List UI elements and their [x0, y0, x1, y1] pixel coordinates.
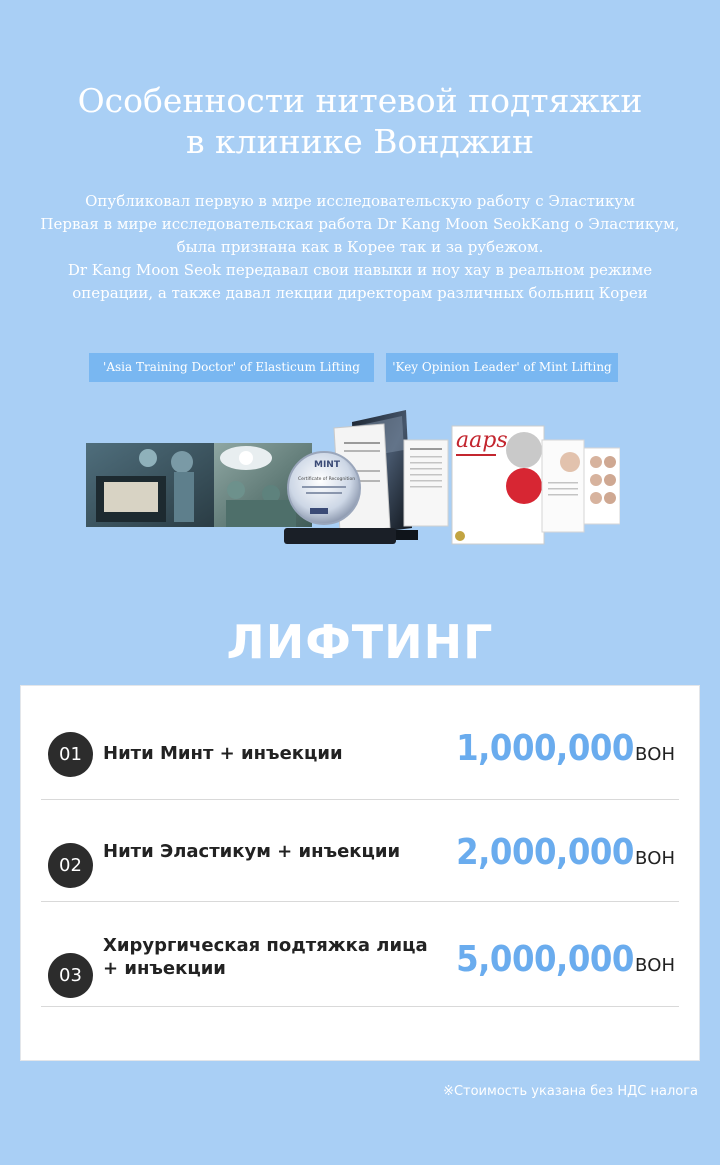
page-title: [0, 80, 720, 162]
award-brand: MINT: [314, 460, 340, 470]
price-amount: 2,000,000: [456, 832, 634, 873]
item-price: [456, 728, 675, 769]
item-name: Нити Эластикум + инъекции: [103, 841, 401, 862]
price-amount: 5,000,000: [456, 939, 634, 980]
surgery-photo-1: [86, 443, 216, 527]
description-line: Опубликовал первую в мире исследовательскую работу с Эластикум: [85, 192, 635, 210]
research-paper-3: [584, 448, 620, 524]
price-currency: ВОН: [634, 955, 675, 976]
tag-asia-training-doctor: 'Asia Training Doctor' of Elasticum Lifting: [89, 353, 374, 382]
price-item: [41, 800, 679, 902]
title-line-2: в клинике Вонджин: [185, 122, 535, 161]
title-line-1: Особенности нитевой подтяжки: [77, 81, 643, 120]
journal-name: aaps: [456, 428, 508, 453]
tag-key-opinion-leader: 'Key Opinion Leader' of Mint Lifting: [386, 353, 618, 382]
price-item: [41, 902, 679, 1007]
item-name: Хирургическая подтяжка лица + инъекции: [103, 935, 428, 979]
item-number: 02: [48, 843, 93, 888]
award-text: Certificate of Recognition: [298, 477, 356, 482]
description: [20, 190, 700, 305]
credentials-collage: [86, 410, 620, 550]
price-currency: ВОН: [634, 848, 675, 869]
item-price: [456, 832, 675, 873]
aaps-journal: [452, 426, 544, 544]
research-paper-2: [542, 440, 584, 532]
price-item: [41, 686, 679, 800]
item-number: 03: [48, 953, 93, 998]
section-title: ЛИФТИНГ: [226, 615, 494, 669]
price-currency: ВОН: [634, 744, 675, 765]
item-number: 01: [48, 732, 93, 777]
item-name: Нити Минт + инъекции: [103, 743, 343, 764]
research-paper-1: [404, 440, 448, 526]
description-line: была признана как в Корее так и за рубежом.: [176, 238, 544, 256]
description-line: операции, а также давал лекции директорам различных больниц Кореи: [72, 284, 648, 302]
description-line: Dr Kang Moon Seok передавал свои навыки и ноу хау в реальном режиме: [67, 261, 653, 279]
price-list: [20, 685, 700, 1061]
item-price: [456, 939, 675, 980]
description-line: Первая в мире исследовательская работа Dr Kang Moon SeokKang о Эластикум,: [40, 215, 680, 233]
price-amount: 1,000,000: [456, 728, 634, 769]
vat-note: ※Стоимость указана без НДС налога: [443, 1084, 698, 1099]
